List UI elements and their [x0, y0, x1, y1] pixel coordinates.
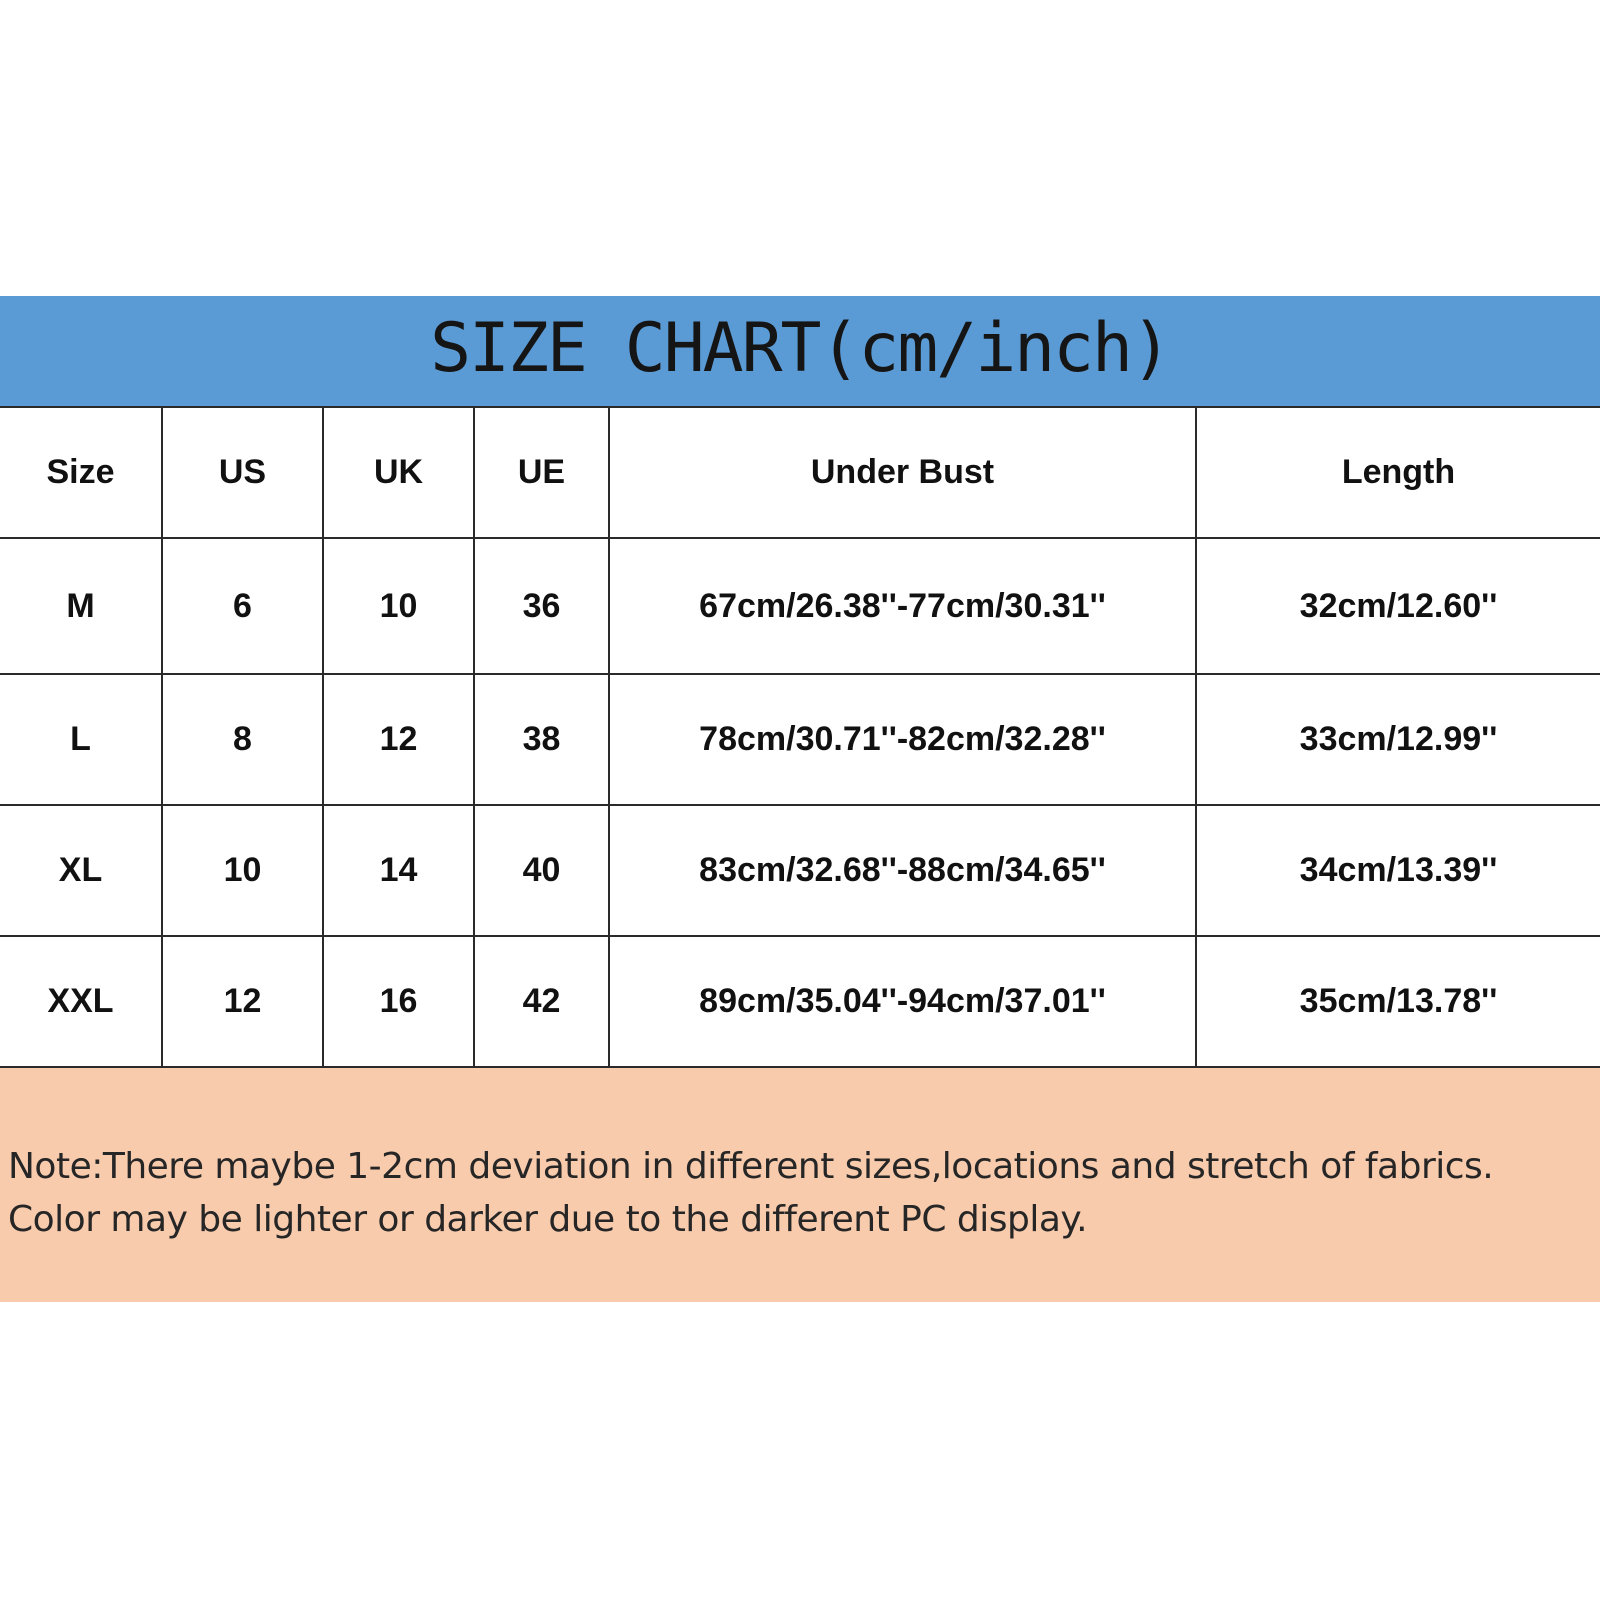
cell-uk: 16: [323, 936, 474, 1067]
header-under-bust: Under Bust: [609, 407, 1196, 538]
cell-ue: 38: [474, 674, 609, 805]
cell-size: M: [0, 538, 162, 674]
note-box: [0, 1068, 1600, 1302]
cell-size: XL: [0, 805, 162, 936]
size-chart-table: [0, 406, 1600, 1068]
size-chart-title: SIZE CHART(cm/inch): [430, 309, 1170, 388]
cell-length: 35cm/13.78'': [1196, 936, 1600, 1067]
cell-under-bust: 89cm/35.04''-94cm/37.01'': [609, 936, 1196, 1067]
table-row: [0, 936, 1600, 1067]
header-length: Length: [1196, 407, 1600, 538]
table-header-row: [0, 407, 1600, 538]
cell-length: 34cm/13.39'': [1196, 805, 1600, 936]
cell-under-bust: 78cm/30.71''-82cm/32.28'': [609, 674, 1196, 805]
title-banner: [0, 296, 1600, 406]
cell-us: 8: [162, 674, 323, 805]
cell-us: 12: [162, 936, 323, 1067]
cell-under-bust: 83cm/32.68''-88cm/34.65'': [609, 805, 1196, 936]
cell-length: 33cm/12.99'': [1196, 674, 1600, 805]
cell-size: L: [0, 674, 162, 805]
table-row: [0, 674, 1600, 805]
table-row: [0, 538, 1600, 674]
cell-under-bust: 67cm/26.38''-77cm/30.31'': [609, 538, 1196, 674]
cell-ue: 36: [474, 538, 609, 674]
header-size: Size: [0, 407, 162, 538]
cell-uk: 14: [323, 805, 474, 936]
cell-ue: 40: [474, 805, 609, 936]
note-line-1: Note:There maybe 1-2cm deviation in different sizes,locations and stretch of fabrics.: [8, 1146, 1494, 1187]
cell-size: XXL: [0, 936, 162, 1067]
header-us: US: [162, 407, 323, 538]
note-line-2: Color may be lighter or darker due to the different PC display.: [8, 1199, 1088, 1240]
cell-us: 10: [162, 805, 323, 936]
table-row: [0, 805, 1600, 936]
cell-ue: 42: [474, 936, 609, 1067]
cell-uk: 12: [323, 674, 474, 805]
header-uk: UK: [323, 407, 474, 538]
header-ue: UE: [474, 407, 609, 538]
cell-us: 6: [162, 538, 323, 674]
cell-uk: 10: [323, 538, 474, 674]
cell-length: 32cm/12.60'': [1196, 538, 1600, 674]
